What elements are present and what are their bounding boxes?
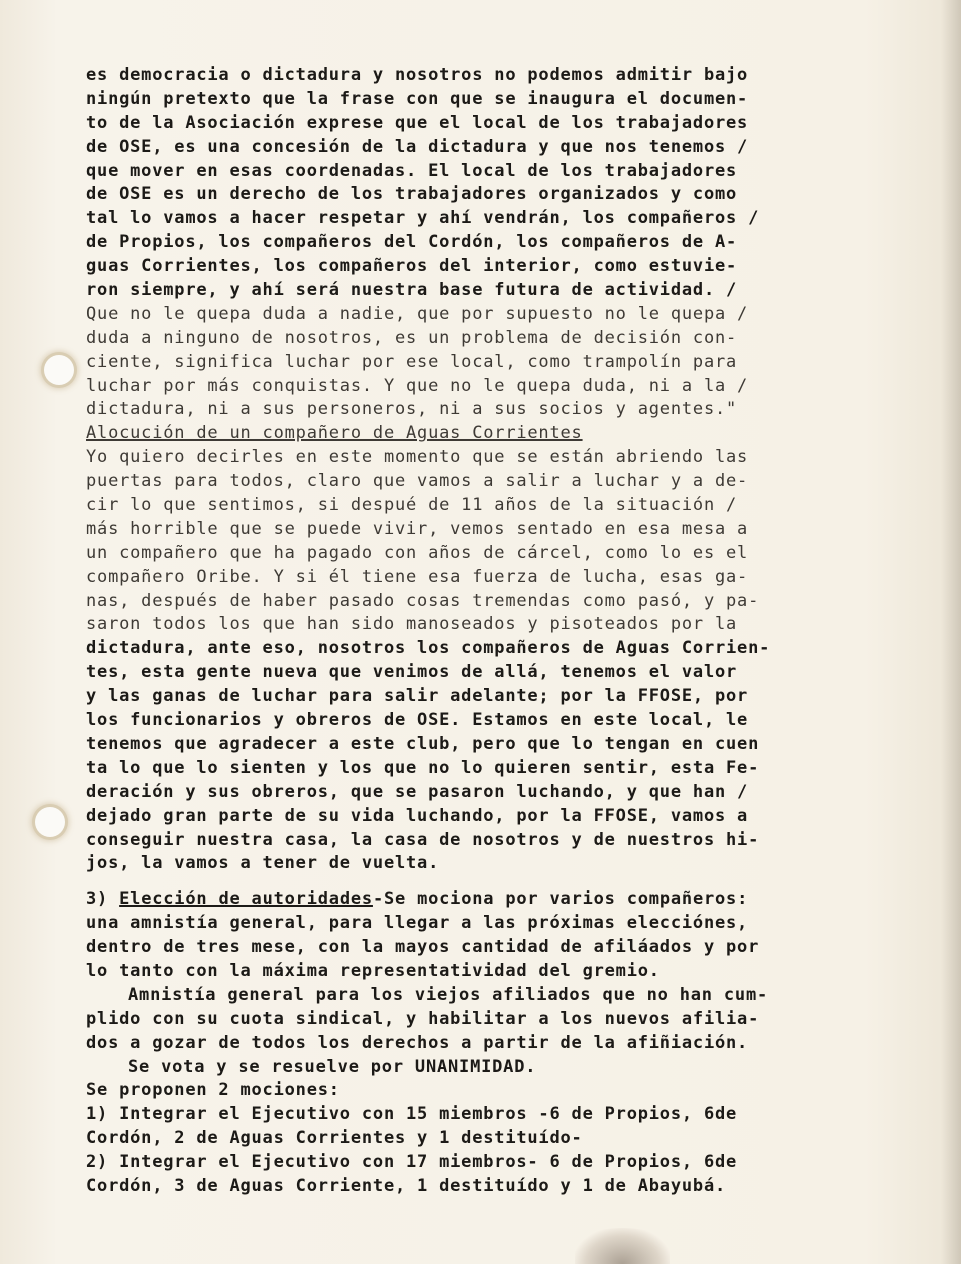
item-number: 3) <box>86 889 109 910</box>
text-line: ningún pretexto que la frase con que se inaugura el documen- <box>86 88 749 109</box>
text-line: jos, la vamos a tener de vuelta. <box>86 853 440 874</box>
text-line: duda a ninguno de nosotros, es un problema de decisión con- <box>86 327 738 348</box>
text-line: tenemos que agradecer a este club, pero que lo tengan en cuen <box>86 733 760 754</box>
document-body <box>86 64 886 1199</box>
text-line: dejado gran parte de su vida luchando, por la FFOSE, vamos a <box>86 805 749 826</box>
text-line: Cordón, 3 de Aguas Corriente, 1 destituído y 1 de Abayubá. <box>86 1175 727 1196</box>
text-line: 2) Integrar el Ejecutivo con 17 miembros- 6 de Propios, 6de <box>86 1152 738 1173</box>
motion-2 <box>86 1151 886 1199</box>
vote-result: UNANIMIDAD. <box>414 1056 537 1077</box>
item-3-eleccion-autoridades <box>86 888 886 984</box>
item-heading: Elección de autoridades <box>119 889 373 910</box>
text-line: un compañero que ha pagado con años de cárcel, como lo es el <box>86 542 749 563</box>
text-line: Cordón, 2 de Aguas Corrientes y 1 destituído- <box>86 1128 583 1149</box>
text-line: Yo quiero decirles en este momento que se están abriendo las <box>86 447 749 468</box>
text-line: tal lo vamos a hacer respetar y ahí vendrán, los compañeros / <box>86 208 760 229</box>
text-line: luchar por más conquistas. Y que no le quepa duda, ni a la / <box>86 375 749 396</box>
text-line: 1) Integrar el Ejecutivo con 15 miembros -6 de Propios, 6de <box>86 1104 738 1125</box>
paper-stain <box>575 1228 670 1264</box>
text-line: ciente, significa luchar por ese local, como trampolín para <box>86 351 738 372</box>
text-line: plido con su cuota sindical, y habilitar a los nuevos afilia- <box>86 1008 760 1029</box>
vote-line <box>86 1056 886 1080</box>
text-line: nas, después de haber pasado cosas tremendas como pasó, y pa- <box>86 590 760 611</box>
section-heading-aguas-corrientes: Alocución de un compañero de Aguas Corrientes <box>86 423 583 444</box>
text-line: saron todos los que han sido manoseados y pisoteados por la <box>86 614 738 635</box>
item-heading-continuation: -Se mociona por varios compañeros: <box>372 889 749 910</box>
text-line: to de la Asociación exprese que el local de los trabajadores <box>86 112 749 133</box>
text-line: compañero Oribe. Y si él tiene esa fuerza de lucha, esas ga- <box>86 566 749 587</box>
text-line: los funcionarios y obreros de OSE. Estamos en este local, le <box>86 710 749 731</box>
text-line: una amnistía general, para llegar a las próximas elecciónes, <box>86 913 749 934</box>
paragraph-aguas-corrientes <box>86 446 886 876</box>
binder-hole-lower <box>35 807 65 837</box>
text-line: de OSE, es una concesión de la dictadura y que nos tenemos / <box>86 136 749 157</box>
text-line <box>86 888 886 912</box>
text-line: conseguir nuestra casa, la casa de nosotros y de nuestros hi- <box>86 829 760 850</box>
text-line: dictadura, ante eso, nosotros los compañeros de Aguas Corrien- <box>86 638 771 659</box>
text-line: deración y sus obreros, que se pasaron luchando, y que han / <box>86 781 749 802</box>
text-line: es democracia o dictadura y nosotros no podemos admitir bajo <box>86 65 749 85</box>
text-line: puertas para todos, claro que vamos a salir a luchar y a de- <box>86 471 749 492</box>
text-line: Que no le quepa duda a nadie, que por supuesto no le quepa / <box>86 303 749 324</box>
text-line: dictadura, ni a sus personeros, ni a sus socios y agentes." <box>86 399 738 420</box>
spacer <box>86 876 886 888</box>
text-line: que mover en esas coordenadas. El local de los trabajadores <box>86 160 738 181</box>
text-line: tes, esta gente nueva que venimos de allá, tenemos el valor <box>86 662 738 683</box>
page-edge-shadow <box>941 0 961 1264</box>
text-line: de Propios, los compañeros del Cordón, los compañeros de A- <box>86 232 738 253</box>
binder-hole-upper <box>44 355 74 385</box>
vote-prefix: Se vota y se resuelve por <box>128 1056 415 1077</box>
text-line: Amnistía general para los viejos afiliados que no han cum- <box>128 984 769 1005</box>
text-line: de OSE es un derecho de los trabajadores organizados y como <box>86 184 738 205</box>
paragraph-amnistia <box>86 984 886 1056</box>
text-line: ron siempre, y ahí será nuestra base futura de actividad. / <box>86 280 738 301</box>
text-line: lo tanto con la máxima representatividad del gremio. <box>86 960 660 981</box>
text-line: cir lo que sentimos, si despué de 11 años de la situación / <box>86 495 738 516</box>
motions-intro: Se proponen 2 mociones: <box>86 1080 340 1101</box>
text-line: más horrible que se puede vivir, vemos sentado en esa mesa a <box>86 518 749 539</box>
text-line: y las ganas de luchar para salir adelante; por la FFOSE, por <box>86 686 749 707</box>
paragraph-asociacion <box>86 64 886 422</box>
text-line: dos a gozar de todos los derechos a partir de la afiñiación. <box>86 1032 749 1053</box>
text-line: ta lo que lo sienten y los que no lo quieren sentir, esta Fe- <box>86 757 760 778</box>
motion-1 <box>86 1103 886 1151</box>
text-line: dentro de tres mese, con la mayos cantidad de afiláados y por <box>86 937 760 958</box>
text-line: guas Corrientes, los compañeros del interior, como estuvie- <box>86 256 738 277</box>
